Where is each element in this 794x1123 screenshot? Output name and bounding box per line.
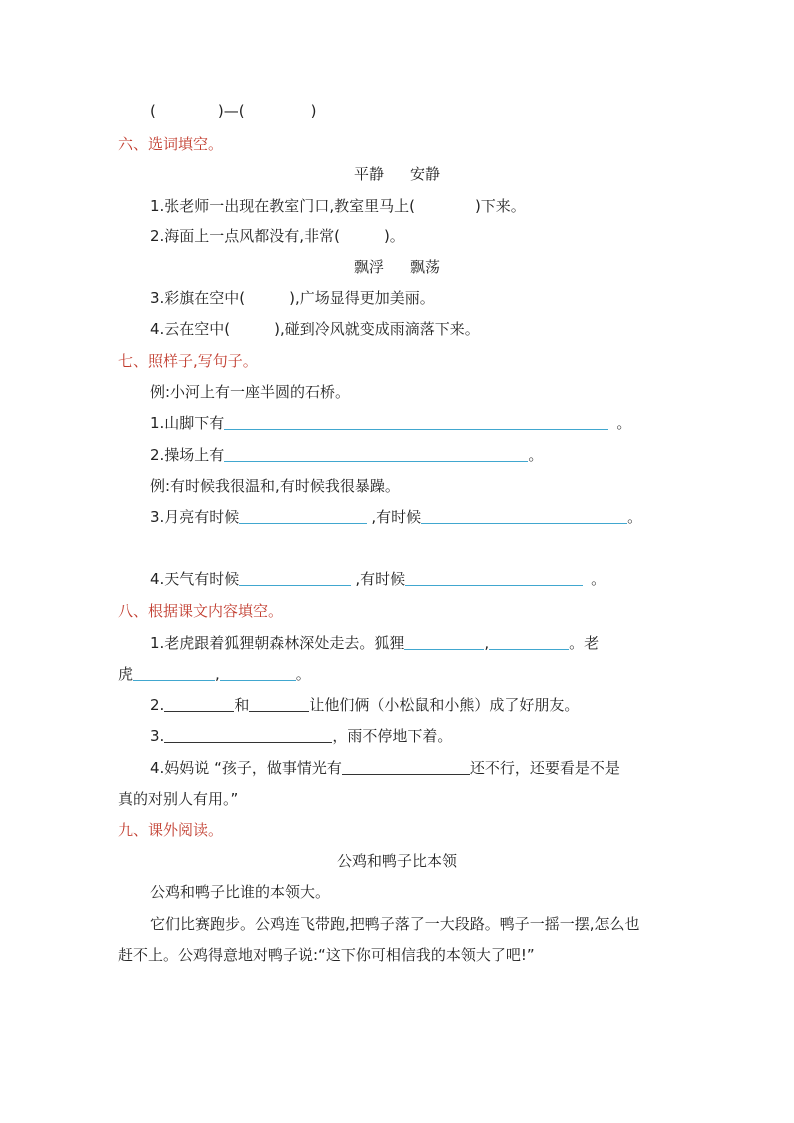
answer-line[interactable] [224, 445, 528, 462]
q-text: 虎 [118, 665, 134, 683]
reading-paragraph-2-line-2: 赶不上。公鸡得意地对鸭子说:“这下你可相信我的本领大了吧!” [118, 946, 535, 964]
answer-line[interactable] [404, 633, 484, 650]
q-text: 4.天气有时候 [150, 570, 240, 588]
q-text: 2.操场上有 [150, 446, 225, 464]
answer-line[interactable] [133, 664, 215, 681]
s6-question-3 [150, 288, 435, 308]
answer-line[interactable] [164, 726, 332, 743]
q-text: 。 [295, 665, 311, 683]
section9-heading: 九、课外阅读。 [118, 821, 224, 839]
word-option: 飘荡 [410, 258, 441, 276]
q-text: ,有时候 [355, 570, 406, 588]
s7-question-1 [150, 413, 631, 433]
s7-question-4 [150, 569, 606, 589]
q-text: , [484, 634, 490, 652]
q-text: 。 [627, 508, 643, 526]
q-text: 4.妈妈说 “孩子，做事情光有 [150, 759, 342, 777]
s6-question-1 [150, 196, 526, 216]
answer-line[interactable] [224, 413, 608, 430]
s7-example-2: 例:有时候我很温和,有时候我很暴躁。 [150, 477, 400, 495]
answer-line[interactable] [489, 633, 569, 650]
word-pair-2 [0, 257, 794, 277]
q-text: 。 [528, 446, 544, 464]
paren-open: ( [150, 102, 156, 120]
s6-question-2 [150, 226, 405, 246]
q-text: 1.山脚下有 [150, 414, 225, 432]
q-text: 1.张老师一出现在教室门口,教室里马上( [150, 197, 415, 215]
reading-title: 公鸡和鸭子比本领 [336, 852, 457, 870]
q-text: 。 [616, 414, 632, 432]
top-paren-line [150, 101, 316, 121]
word-option: 飘浮 [353, 258, 384, 276]
section7-heading: 七、照样子,写句子。 [118, 352, 258, 370]
paren-close: ) [310, 102, 317, 120]
section8-heading: 八、根据课文内容填空。 [118, 602, 284, 620]
s8-question-3 [150, 726, 452, 746]
s7-question-3 [150, 507, 642, 527]
answer-line[interactable] [220, 664, 296, 681]
q-text: 让他们俩（小松鼠和小熊）成了好朋友。 [309, 696, 580, 714]
q-text: 2.海面上一点风都没有,非常( [150, 227, 340, 245]
s7-question-2 [150, 445, 543, 465]
paren-mid: )—( [217, 102, 245, 120]
q-text: 2. [150, 696, 165, 714]
q-text: 3.彩旗在空中( [150, 289, 246, 307]
answer-line[interactable] [239, 507, 367, 524]
s8-question-2 [150, 695, 579, 715]
word-option: 安静 [410, 165, 441, 183]
q-text: 还不行，还要看是不是 [469, 759, 620, 777]
q-text: 和 [234, 696, 250, 714]
answer-line[interactable] [342, 758, 470, 775]
s7-example-1: 例:小河上有一座半圆的石桥。 [150, 383, 351, 401]
q-text: ，雨不停地下着。 [332, 727, 453, 745]
q-text: 4.云在空中( [150, 320, 231, 338]
section6-heading: 六、选词填空。 [118, 135, 224, 153]
s6-question-4 [150, 319, 480, 339]
answer-line[interactable] [164, 695, 234, 712]
reading-paragraph-2-line-1: 它们比赛跑步。公鸡连飞带跑,把鸭子落了一大段路。鸭子一摇一摆,怎么也 [150, 915, 640, 933]
answer-line[interactable] [405, 569, 583, 586]
answer-line[interactable] [421, 507, 627, 524]
q-text: 3. [150, 727, 165, 745]
q-text: 。老 [569, 634, 600, 652]
q-text: 。 [591, 570, 607, 588]
q-text: , [215, 665, 220, 683]
s8-question-1 [150, 633, 599, 653]
answer-line[interactable] [249, 695, 309, 712]
s8-question-4 [150, 758, 620, 778]
q-text: 3.月亮有时候 [150, 508, 240, 526]
q-text: ,有时候 [371, 508, 422, 526]
q-text: )下来。 [474, 197, 526, 215]
reading-paragraph-1: 公鸡和鸭子比谁的本领大。 [150, 883, 331, 901]
q-text: ),广场显得更加美丽。 [289, 289, 435, 307]
word-option: 平静 [353, 165, 384, 183]
q-text: ),碰到冷风就变成雨滴落下来。 [274, 320, 480, 338]
word-pair-1 [0, 164, 794, 184]
s8-question-4-cont: 真的对别人有用。” [118, 790, 239, 808]
q-text: )。 [383, 227, 405, 245]
q-text: 1.老虎跟着狐狸朝森林深处走去。狐狸 [150, 634, 405, 652]
answer-line[interactable] [239, 569, 351, 586]
s8-question-1-cont [118, 664, 311, 684]
